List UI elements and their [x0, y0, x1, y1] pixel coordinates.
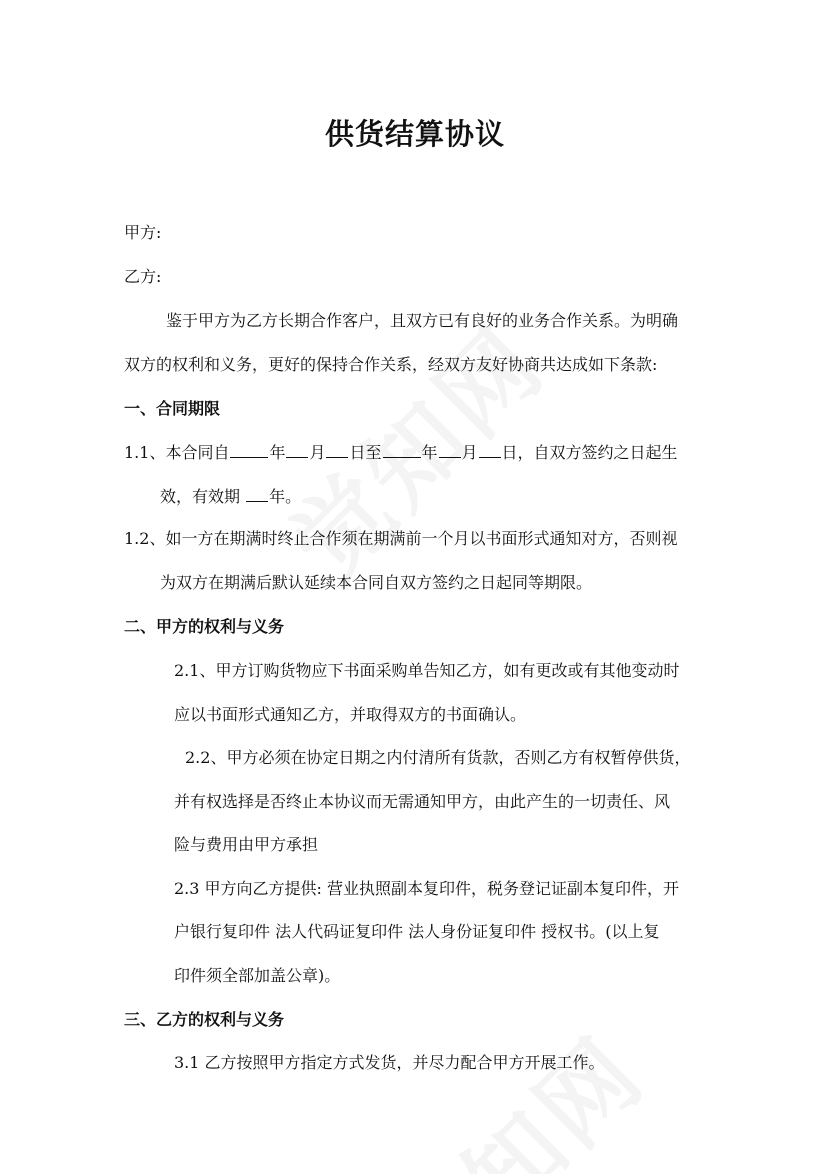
clause-1-2: 1.2、如一方在期满时终止合作须在期满前一个月以书面形式通知对方，否则视 [124, 529, 678, 548]
clause-text: 月 [461, 443, 478, 462]
clause-text: 日至 [349, 443, 382, 462]
intro-paragraph-line: 双方的权利和义务，更好的保持合作关系，经双方友好协商共达成如下条款: [124, 355, 658, 374]
section-heading-1: 一、合同期限 [124, 399, 221, 418]
clause-2-2: 2.2、甲方必须在协定日期之内付清所有货款，否则乙方有权暂停供货， [185, 748, 691, 767]
blank-field [383, 441, 421, 458]
clause-text: 日，自双方签约之日起生 [501, 443, 678, 462]
clause-2-1-cont: 应以书面形式通知乙方，并取得双方的书面确认。 [174, 705, 527, 724]
section-heading-3: 三、乙方的权利与义务 [124, 1010, 285, 1029]
clause-2-3-cont: 户银行复印件 法人代码证复印件 法人身份证复印件 授权书。(以上复 [174, 922, 660, 941]
clause-3-1: 3.1 乙方按照甲方指定方式发货，并尽力配合甲方开展工作。 [174, 1053, 605, 1072]
section-heading-2: 二、甲方的权利与义务 [124, 617, 285, 636]
intro-paragraph-line: 鉴于甲方为乙方长期合作客户，且双方已有良好的业务合作关系。为明确 [166, 311, 679, 330]
party-a-label: 甲方: [124, 223, 162, 242]
blank-field [246, 485, 268, 502]
clause-1-1-cont [160, 485, 301, 508]
clause-2-2-cont: 险与费用由甲方承担 [174, 835, 319, 854]
page-title: 供货结算协议 [324, 117, 505, 151]
clause-text: 年。 [269, 487, 302, 506]
clause-1-1 [124, 441, 678, 464]
clause-text: 年 [421, 443, 438, 462]
clause-1-2-cont: 为双方在期满后默认延续本合同自双方签约之日起同等期限。 [160, 573, 593, 592]
party-b-label: 乙方: [124, 267, 162, 286]
blank-field [439, 441, 461, 458]
clause-text: 年 [269, 443, 286, 462]
watermark [356, 1002, 669, 1174]
clause-text: 1.1、本合同自 [124, 443, 230, 462]
clause-text: 月 [309, 443, 326, 462]
blank-field [286, 441, 308, 458]
clause-2-3: 2.3 甲方向乙方提供: 营业执照副本复印件，税务登记证副本复印件，开 [174, 879, 680, 898]
clause-2-2-cont: 并有权选择是否终止本协议而无需通知甲方，由此产生的一切责任、风 [174, 792, 671, 811]
blank-field [326, 441, 348, 458]
blank-field [479, 441, 501, 458]
clause-2-3-cont: 印件须全部加盖公章)。 [174, 966, 341, 985]
blank-field [230, 441, 268, 458]
clause-text: 效，有效期 [160, 487, 246, 506]
clause-2-1: 2.1、甲方订购货物应下书面采购单告知乙方，如有更改或有其他变动时 [174, 661, 680, 680]
